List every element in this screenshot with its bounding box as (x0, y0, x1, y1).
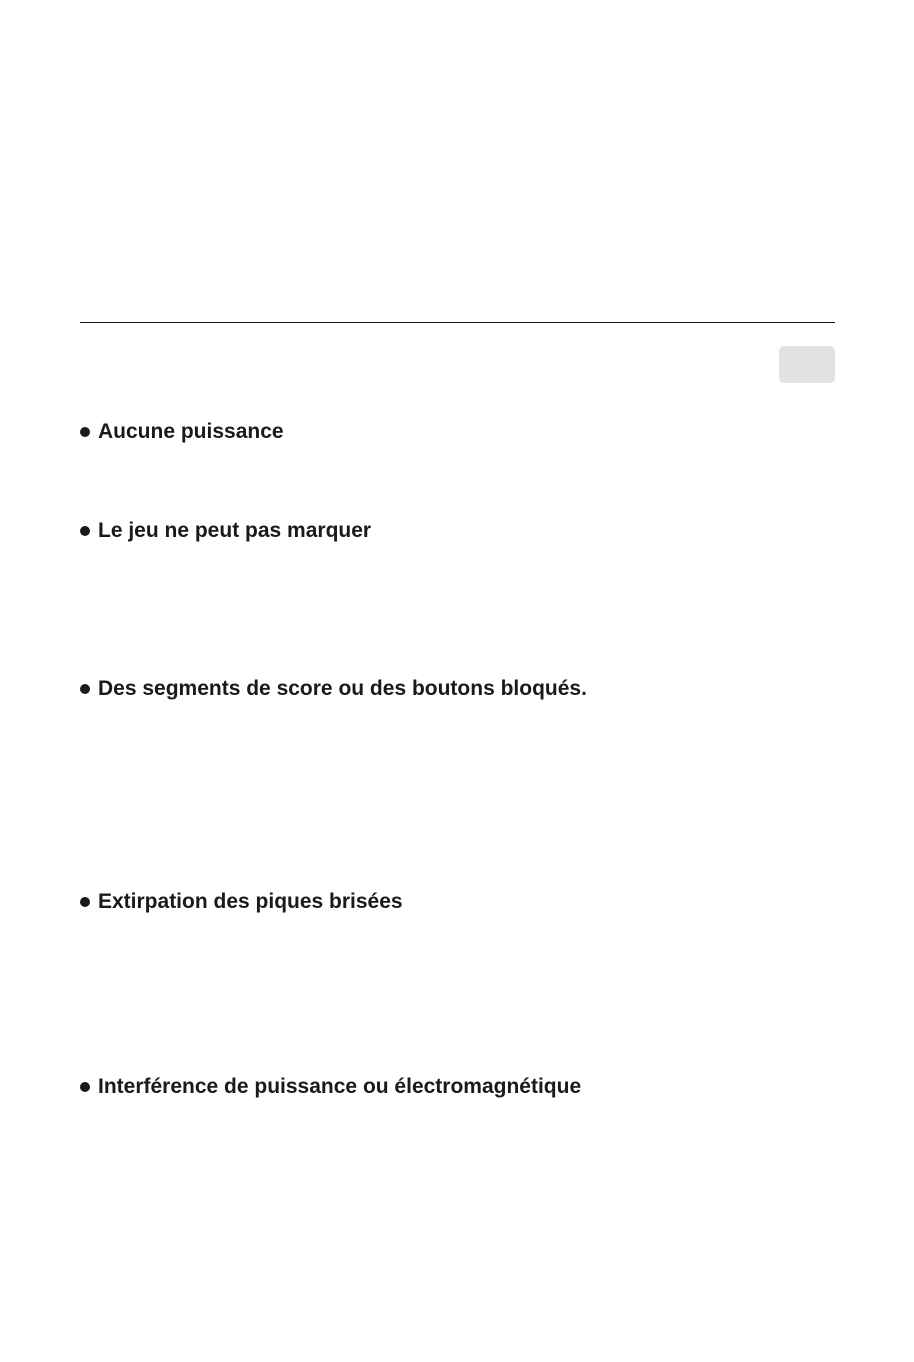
section-heading-text: Aucune puissance (98, 420, 284, 443)
section-heading-stuck-segments (80, 677, 587, 701)
section-heading-no-score (80, 519, 371, 543)
bullet-icon (80, 526, 90, 536)
bullet-icon (80, 897, 90, 907)
section-heading-broken-tips (80, 890, 403, 914)
header-divider (80, 322, 835, 323)
section-heading-text: Extirpation des piques brisées (98, 890, 403, 913)
section-heading-text: Interférence de puissance ou électromagnétique (98, 1075, 582, 1098)
section-heading-no-power (80, 420, 284, 444)
section-heading-text: Des segments de score ou des boutons bloqués. (98, 677, 587, 700)
bullet-icon (80, 1082, 90, 1092)
section-heading-interference (80, 1075, 581, 1099)
bullet-icon (80, 684, 90, 694)
section-heading-text: Le jeu ne peut pas marquer (98, 519, 372, 542)
bullet-icon (80, 427, 90, 437)
section-tab (779, 346, 835, 383)
